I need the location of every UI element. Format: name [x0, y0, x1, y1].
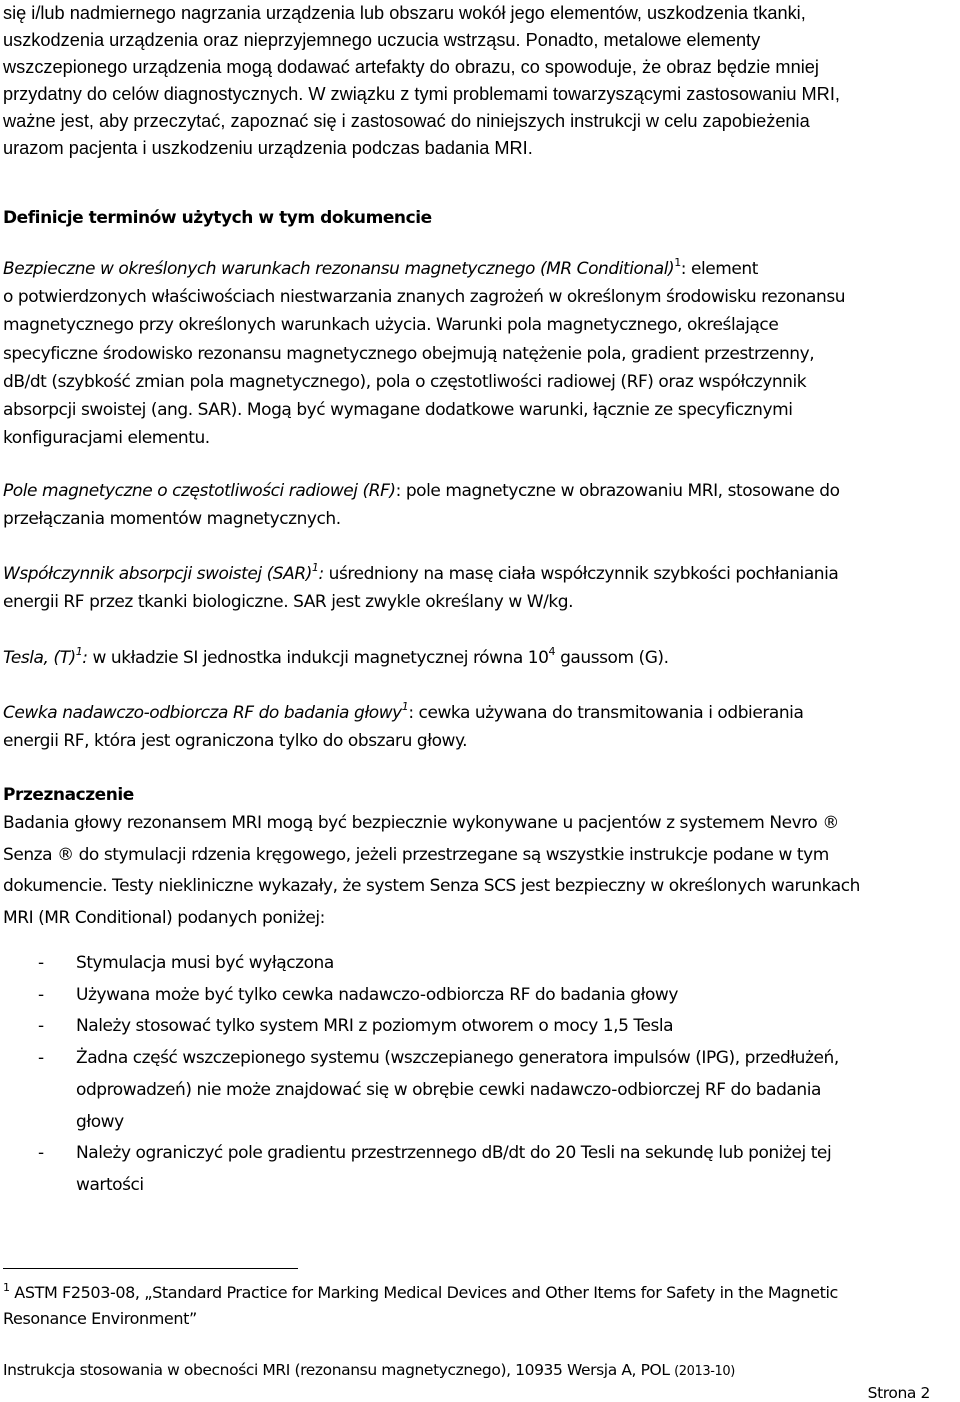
- term-rf: Pole magnetyczne o częstotliwości radiowej (RF): [3, 481, 396, 501]
- list-dash: -: [38, 1048, 44, 1069]
- def-colon: :: [318, 564, 324, 584]
- definition-head-coil: [3, 699, 960, 755]
- def-text: absorpcji swoistej (ang. SAR). Mogą być wymagane dodatkowe warunki, łącznie ze specyficznymi: [3, 400, 793, 421]
- list-dash: -: [38, 984, 44, 1005]
- def-text: specyficzne środowisko rezonansu magnetycznego obejmują natężenie pola, gradient przestrzenny,: [3, 343, 815, 364]
- definition-rf: [3, 477, 960, 533]
- conditions-list: [3, 948, 960, 1202]
- def-text: energii RF przez tkanki biologiczne. SAR jest zwykle określany w W/kg.: [3, 592, 574, 613]
- term-sar: Współczynnik absorpcji swoistej (SAR): [3, 564, 312, 584]
- footnote-mark: 1: [3, 1280, 10, 1294]
- def-text: o potwierdzonych właściwościach niestwarzania znanych zagrożeń w określonym środowisku rezonansu: [3, 287, 846, 308]
- intro-line-2: uszkodzenia urządzenia oraz nieprzyjemnego uczucia wstrząsu. Ponadto, metalowe elementy: [3, 30, 761, 50]
- def-text: energii RF, która jest ograniczona tylko do obszaru głowy.: [3, 731, 468, 752]
- definition-sar: [3, 560, 960, 616]
- list-item: [3, 1043, 960, 1138]
- intro-line-1: się i/lub nadmiernego nagrzania urządzenia lub obszaru wokół jego elementów, uszkodzenia tkanki,: [3, 3, 806, 23]
- def-text: w układzie SI jednostka indukcji magnetycznej równa 10: [87, 648, 549, 668]
- definition-tesla: [3, 644, 960, 672]
- list-item: [3, 1138, 960, 1201]
- intro-continuation: W związku z tymi problemami towarzyszącymi zastosowaniu MRI,: [303, 84, 840, 104]
- footer-date: (2013-10): [674, 1364, 735, 1379]
- footnote-text: Resonance Environment”: [3, 1309, 197, 1328]
- def-text: dB/dt (szybkość zmian pola magnetycznego), pola o częstotliwości radiowej (RF) oraz współczynnik: [3, 371, 807, 392]
- purpose-text: Senza ® do stymulacji rdzenia kręgowego, jeżeli przestrzegane są wszystkie instrukcje podane w tym: [3, 844, 829, 865]
- def-text: przełączania momentów magnetycznych.: [3, 509, 341, 530]
- list-item: [3, 1011, 960, 1043]
- footnote-ref: 1: [401, 700, 409, 714]
- intro-line-3: wszczepionego urządzenia mogą dodawać artefakty do obrazu, co spowoduje, że obraz będzie mniej: [3, 57, 819, 77]
- footnote-ref: 1: [311, 561, 319, 575]
- term-head-coil: Cewka nadawczo-odbiorcza RF do badania głowy: [3, 703, 402, 723]
- list-item: [3, 980, 960, 1012]
- purpose-paragraph: [3, 808, 960, 934]
- purpose-text: MRI (MR Conditional) podanych poniżej:: [3, 907, 325, 928]
- definition-mr-conditional: [3, 255, 960, 452]
- purpose-heading: Przeznaczenie: [3, 785, 134, 805]
- footnote-text: ASTM F2503-08, „Standard Practice for Marking Medical Devices and Other Items for Safety in the Magnetic: [9, 1283, 838, 1302]
- list-text: Należy stosować tylko system MRI z poziomym otworem o mocy 1,5 Tesla: [76, 1016, 674, 1037]
- def-text: magnetycznego przy określonych warunkach użycia. Warunki pola magnetycznego, określające: [3, 315, 779, 336]
- page-number: Strona 2: [867, 1384, 930, 1402]
- list-dash: -: [38, 1016, 44, 1037]
- purpose-text: Badania głowy rezonansem MRI mogą być bezpiecznie wykonywane u pacjentów z systemem Nevro ®: [3, 813, 839, 833]
- def-text: gaussom (G).: [555, 648, 669, 668]
- def-colon: :: [82, 648, 88, 668]
- list-text: Używana może być tylko cewka nadawczo-odbiorcza RF do badania głowy: [76, 984, 678, 1005]
- footer-title: Instrukcja stosowania w obecności MRI (rezonansu magnetycznego), 10935 Wersja A, POL: [3, 1361, 670, 1379]
- list-dash: -: [38, 953, 44, 973]
- footnote-ref: 1: [674, 256, 681, 270]
- term-tesla: Tesla, (T): [3, 648, 76, 668]
- list-text: Należy ograniczyć pole gradientu przestrzennego dB/dt do 20 Tesli na sekundę lub poniżej tej: [76, 1143, 832, 1164]
- list-dash: -: [38, 1143, 44, 1164]
- footnote-ref: 1: [75, 645, 83, 659]
- exponent: 4: [548, 645, 556, 659]
- intro-line-5: ważne jest, aby przeczytać, zapoznać się i zastosować do niniejszych instrukcji w celu zapobieżenia: [3, 111, 810, 131]
- def-text: konfiguracjami elementu.: [3, 428, 210, 449]
- list-text: odprowadzeń) nie może znajdować się w obrębie cewki nadawczo-odbiorczej RF do badania: [76, 1079, 821, 1100]
- intro-line-4: [3, 81, 840, 108]
- footer-doc-info: [3, 1361, 735, 1379]
- definitions-heading: Definicje terminów użytych w tym dokumencie: [3, 208, 432, 228]
- intro-line-6: urazom pacjenta i uszkodzeniu urządzenia podczas badania MRI.: [3, 138, 533, 158]
- purpose-text: dokumencie. Testy niekliniczne wykazały, że system Senza SCS jest bezpieczny w określonych warunkach: [3, 876, 860, 896]
- def-text: : pole magnetyczne w obrazowaniu MRI, stosowane do: [395, 481, 840, 501]
- list-text: Żadna część wszczepionego systemu (wszczepianego generatora impulsów (IPG), przedłużeń,: [76, 1048, 839, 1069]
- list-text: głowy: [76, 1111, 124, 1132]
- def-text: : cewka używana do transmitowania i odbierania: [408, 703, 804, 723]
- def-text: : element: [680, 259, 758, 279]
- list-text: Stymulacja musi być wyłączona: [76, 953, 334, 973]
- footnote-divider: [3, 1268, 298, 1269]
- def-text: uśredniony na masę ciała współczynnik szybkości pochłaniania: [323, 564, 839, 584]
- footnote: [3, 1280, 960, 1332]
- list-item: [3, 948, 960, 980]
- intro-line-4-text: przydatny do celów diagnostycznych.: [3, 84, 304, 104]
- term-mr-conditional: Bezpieczne w określonych warunkach rezonansu magnetycznego (MR Conditional): [3, 259, 675, 279]
- list-text: wartości: [76, 1174, 144, 1195]
